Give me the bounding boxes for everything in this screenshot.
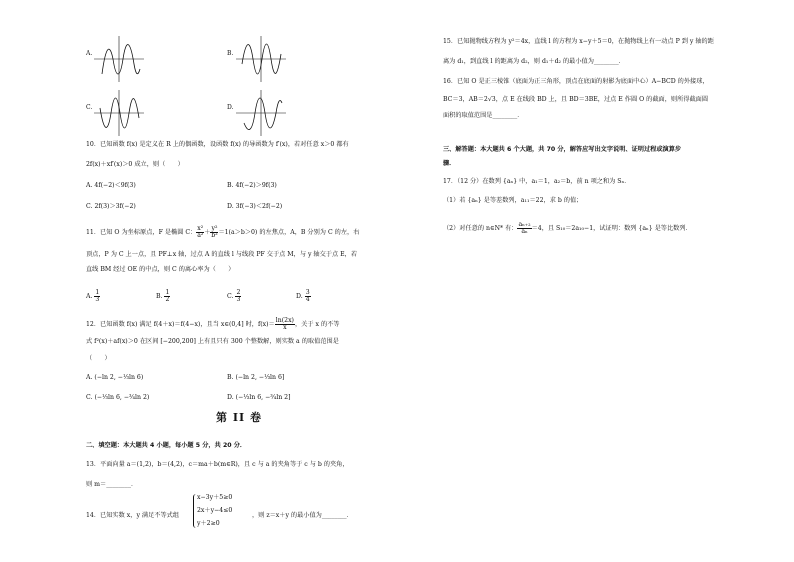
fraction	[305, 290, 311, 303]
section-two-heading: 二、填空题：本大题共 4 小题，每小题 5 分，共 20 分．	[86, 442, 247, 449]
denominator: 4	[305, 296, 310, 303]
q10-line2: 2f(x)＋xf′(x)＞0 成立，则（ ）	[86, 161, 184, 168]
graph-label: A.	[86, 50, 93, 57]
denominator: aₙ	[521, 228, 528, 235]
section-three-heading: 三、解答题：本大题共 6 个大题，共 70 分，解答应写出文字说明、证明过程或演算步	[443, 146, 682, 153]
q17-part2-text-a: （2）对任意的 n∈N* 有：	[443, 225, 518, 232]
function-graph-a	[94, 34, 144, 84]
numerator: x²	[197, 225, 204, 232]
q10-line1: 10．已知函数 f(x) 是定义在 R 上的偶函数，设函数 f(x) 的导函数为 f′(x)，若对任意 x＞0 都有	[86, 141, 349, 148]
q12-line3: （ ）	[86, 355, 111, 362]
numerator: 1	[165, 289, 170, 296]
q12-line2: 式 f²(x)＋af(x)＞0 在区间 [−200,200] 上有且只有 300 个整数解，则实数 a 的取值范围是	[86, 338, 339, 345]
q10-option-b: B. 4f(−2)＞9f(3)	[227, 182, 277, 189]
q12-text-b: ，关于 x 的不等	[294, 321, 340, 328]
section-three-heading-cont: 骤．	[443, 160, 456, 167]
q11-line3: 直线 BM 经过 OE 的中点，则 C 的离心率为（ ）	[86, 266, 235, 273]
denominator: a²	[197, 232, 204, 239]
denominator: 2	[165, 296, 170, 303]
numerator: ln(2x)	[275, 317, 294, 324]
fraction-f	[275, 318, 295, 331]
q10-option-a: A. 4f(−2)＜9f(3)	[86, 182, 136, 189]
q12-line1	[86, 318, 340, 331]
option-letter: C.	[227, 293, 234, 300]
graph-label: D.	[227, 104, 234, 111]
numerator: 1	[95, 289, 100, 296]
q17-part1: （1）若 {aₙ} 是等差数列，a₁₁＝22，求 b 的值；	[443, 197, 583, 204]
numerator: aₙ₊₂	[518, 221, 531, 228]
q12-option-c: C. (−⅓ln 6, −¾ln 2)	[86, 394, 150, 401]
q13-line2: 则 m＝________．	[86, 481, 138, 488]
q10-option-d: D. 3f(−3)＜2f(−2)	[227, 203, 283, 210]
fraction	[235, 290, 241, 303]
q11-option-a	[86, 290, 100, 303]
q12-option-b: B. (−ln 2, −⅓ln 6]	[227, 374, 285, 381]
denominator: x	[283, 324, 287, 331]
fraction	[94, 290, 100, 303]
q11-text-a: 11．已知 O 为坐标原点，F 是椭圆 C：	[86, 229, 197, 236]
q11-option-d	[296, 290, 311, 303]
q14-suffix: ，则 z＝x＋y 的最小值为________．	[252, 512, 353, 519]
q12-option-a: A. (−ln 2, −⅓ln 6)	[86, 374, 144, 381]
q14-prefix: 14．已知实数 x，y 满足不等式组	[86, 512, 180, 519]
q17-part2-text-b: ＝4，且 S₁₀＝2a₁₀−1，试证明：数列 {aₙ} 是等比数列．	[531, 225, 692, 232]
q17-line1: 17．（12 分）在数列 {aₙ} 中，a₁＝1，a₂＝b，前 n 项之和为 Sₙ．	[443, 178, 631, 185]
denominator: b²	[211, 232, 218, 239]
q16-line2: BC＝3，AB＝2√3，点 E 在线段 BD 上，且 BD＝3BE，过点 E 作圆 O 的截面，则所得截面圆	[443, 96, 709, 103]
q12-text-a: 12．已知函数 f(x) 满足 f(4＋x)＝f(4−x)，且当 x∈(0,4] 时，f(x)＝	[86, 321, 275, 328]
option-letter: A.	[86, 293, 93, 300]
option-letter: D.	[296, 293, 303, 300]
numerator: 2	[236, 289, 241, 296]
fraction-ratio	[517, 222, 531, 235]
q16-line3: 面积的取值范围是________．	[443, 112, 524, 119]
q15-line2: 离为 d₁，到直线 l 的距离为 d₂，则 d₁＋d₂ 的最小值为________．	[443, 58, 625, 65]
numerator: y²	[211, 225, 218, 232]
function-graph-d	[236, 88, 286, 138]
q12-option-d: D. (−⅓ln 6, −¾ln 2]	[227, 394, 291, 401]
q16-line1: 16．已知 O 是正三棱锥（底面为正三角形，顶点在底面的射影为底面中心）A−BCD 的外接球，	[443, 78, 709, 85]
q14-inequality-2: 2x＋y−4≤0	[197, 507, 233, 514]
fraction	[164, 290, 170, 303]
q11-line1	[86, 226, 359, 239]
function-graph-c	[94, 88, 144, 138]
q14-inequality-3: y＋2≥0	[197, 520, 220, 527]
denominator: 3	[95, 296, 100, 303]
graph-label: C.	[86, 104, 93, 111]
q10-option-c: C. 2f(3)＞3f(−2)	[86, 203, 136, 210]
q13-line1: 13．平面向量 a＝(1,2)，b＝(4,2)，c＝ma＋b(m∈R)，且 c 与 a 的夹角等于 c 与 b 的夹角，	[86, 461, 349, 468]
q11-line2: 顶点，P 为 C 上一点，且 PF⊥x 轴，过点 A 的直线 l 与线段 PF 交于点 M，与 y 轴交于点 E，若	[86, 251, 358, 258]
q11-text-b: ＝1(a＞b＞0) 的左焦点，A，B 分别为 C 的左，右	[218, 229, 360, 236]
denominator: 3	[236, 296, 241, 303]
q11-option-c	[227, 290, 241, 303]
numerator: 3	[305, 289, 310, 296]
q17-part2	[443, 222, 692, 235]
graph-label: B.	[227, 50, 234, 57]
part-two-heading: 第 II 卷	[216, 411, 262, 424]
function-graph-b	[236, 34, 286, 84]
q14-inequality-1: x−3y＋5≥0	[197, 494, 233, 501]
q11-option-b	[156, 290, 170, 303]
q15-line1: 15．已知抛物线方程为 y²＝4x，直线 l 的方程为 x−y＋5＝0，在抛物线上有一动点 P 到 y 轴的距	[443, 38, 714, 45]
plus-sign: ＋	[204, 229, 211, 236]
option-letter: B.	[156, 293, 163, 300]
